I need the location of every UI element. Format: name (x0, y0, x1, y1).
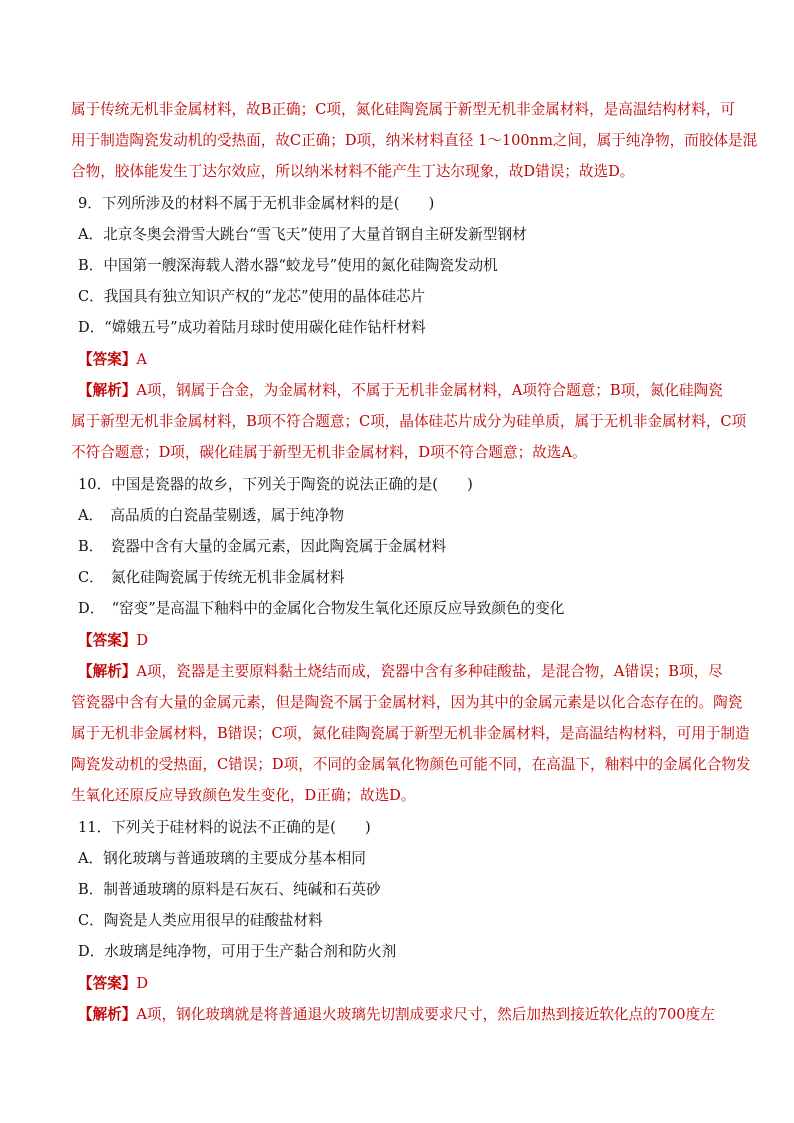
answer-value: D (136, 632, 149, 649)
question-10-analysis-line-2: 管瓷器中含有大量的金属元素，但是陶瓷不属于金属材料，因为其中的金属元素是以化合态存在的。陶瓷 (71, 694, 743, 711)
prev-analysis-line-1: 属于传统无机非金属材料，故B正确；C项，氮化硅陶瓷属于新型无机非金属材料，是高温结构材料，可 (71, 101, 736, 118)
question-11-answer (78, 974, 148, 994)
question-11-option-c: C．陶瓷是人类应用很早的硅酸盐材料 (78, 912, 323, 929)
analysis-tag: 【解析】 (78, 382, 137, 399)
question-9-analysis-line-1 (78, 381, 723, 401)
prev-analysis-line-2: 用于制造陶瓷发动机的受热面，故C正确；D项，纳米材料直径 1～100nm之间，属于纯净物，而胶体是混 (71, 132, 758, 149)
question-10-option-c: C． 氮化硅陶瓷属于传统无机非金属材料 (78, 569, 345, 586)
question-10-stem: 10．中国是瓷器的故乡，下列关于陶瓷的说法正确的是( ) (78, 476, 473, 493)
question-9-option-d: D．“嫦娥五号”成功着陆月球时使用碳化硅作钻杆材料 (78, 319, 426, 336)
analysis-tag: 【解析】 (78, 663, 137, 680)
answer-tag: 【答案】 (78, 975, 137, 992)
question-11-analysis-line-1 (78, 1005, 715, 1025)
question-10-analysis-line-3: 属于无机非金属材料，B错误；C项，氮化硅陶瓷属于新型无机非金属材料，是高温结构材料，可用于制造 (71, 725, 750, 742)
question-11-option-d: D．水玻璃是纯净物，可用于生产黏合剂和防火剂 (78, 943, 397, 960)
answer-value: A (136, 351, 147, 368)
question-10-analysis-line-1 (78, 662, 723, 682)
answer-value: D (136, 975, 149, 992)
question-10-analysis-line-5: 生氧化还原反应导致颜色发生变化，D正确；故选D。 (71, 787, 416, 804)
analysis-text: A项，钢属于合金，为金属材料，不属于无机非金属材料，A项符合题意；B项，氮化硅陶瓷 (136, 382, 723, 399)
analysis-text: A项，瓷器是主要原料黏土烧结而成，瓷器中含有多种硅酸盐，是混合物，A错误；B项，尽 (136, 663, 723, 680)
question-9-option-a: A．北京冬奥会滑雪大跳台“雪飞天”使用了大量首钢自主研发新型钢材 (78, 226, 527, 243)
question-9-option-c: C．我国具有独立知识产权的“龙芯”使用的晶体硅芯片 (78, 288, 426, 305)
question-10-answer (78, 631, 148, 651)
answer-tag: 【答案】 (78, 351, 137, 368)
question-10-option-d: D． “窑变”是高温下釉料中的金属化合物发生氧化还原反应导致颜色的变化 (78, 600, 565, 617)
answer-tag: 【答案】 (78, 632, 137, 649)
prev-analysis-line-3: 合物，胶体能发生丁达尔效应，所以纳米材料不能产生丁达尔现象，故D错误；故选D。 (71, 163, 635, 180)
question-11-option-a: A．钢化玻璃与普通玻璃的主要成分基本相同 (78, 850, 366, 867)
question-9-answer (78, 350, 147, 370)
question-9-analysis-line-2: 属于新型无机非金属材料，B项不符合题意；C项，晶体硅芯片成分为硅单质，属于无机非金属材料，C项 (71, 413, 747, 430)
question-9-analysis-line-3: 不符合题意；D项，碳化硅属于新型无机非金属材料，D项不符合题意；故选A。 (71, 444, 587, 461)
question-10-option-a: A． 高品质的白瓷晶莹剔透，属于纯净物 (78, 507, 344, 524)
question-11-stem: 11．下列关于硅材料的说法不正确的是( ) (78, 819, 371, 836)
analysis-tag: 【解析】 (78, 1006, 137, 1023)
question-9-option-b: B．中国第一艘深海载人潜水器“蛟龙号”使用的氮化硅陶瓷发动机 (78, 257, 498, 274)
question-10-option-b: B． 瓷器中含有大量的金属元素，因此陶瓷属于金属材料 (78, 538, 447, 555)
question-10-analysis-line-4: 陶瓷发动机的受热面，C错误；D项，不同的金属氧化物颜色可能不同，在高温下，釉料中的金属化合物发 (71, 756, 751, 773)
question-11-option-b: B．制普通玻璃的原料是石灰石、纯碱和石英砂 (78, 881, 381, 898)
analysis-text: A项，钢化玻璃就是将普通退火玻璃先切割成要求尺寸，然后加热到接近软化点的700度左 (136, 1006, 715, 1023)
question-9-stem: 9．下列所涉及的材料不属于无机非金属材料的是( ) (78, 195, 435, 212)
